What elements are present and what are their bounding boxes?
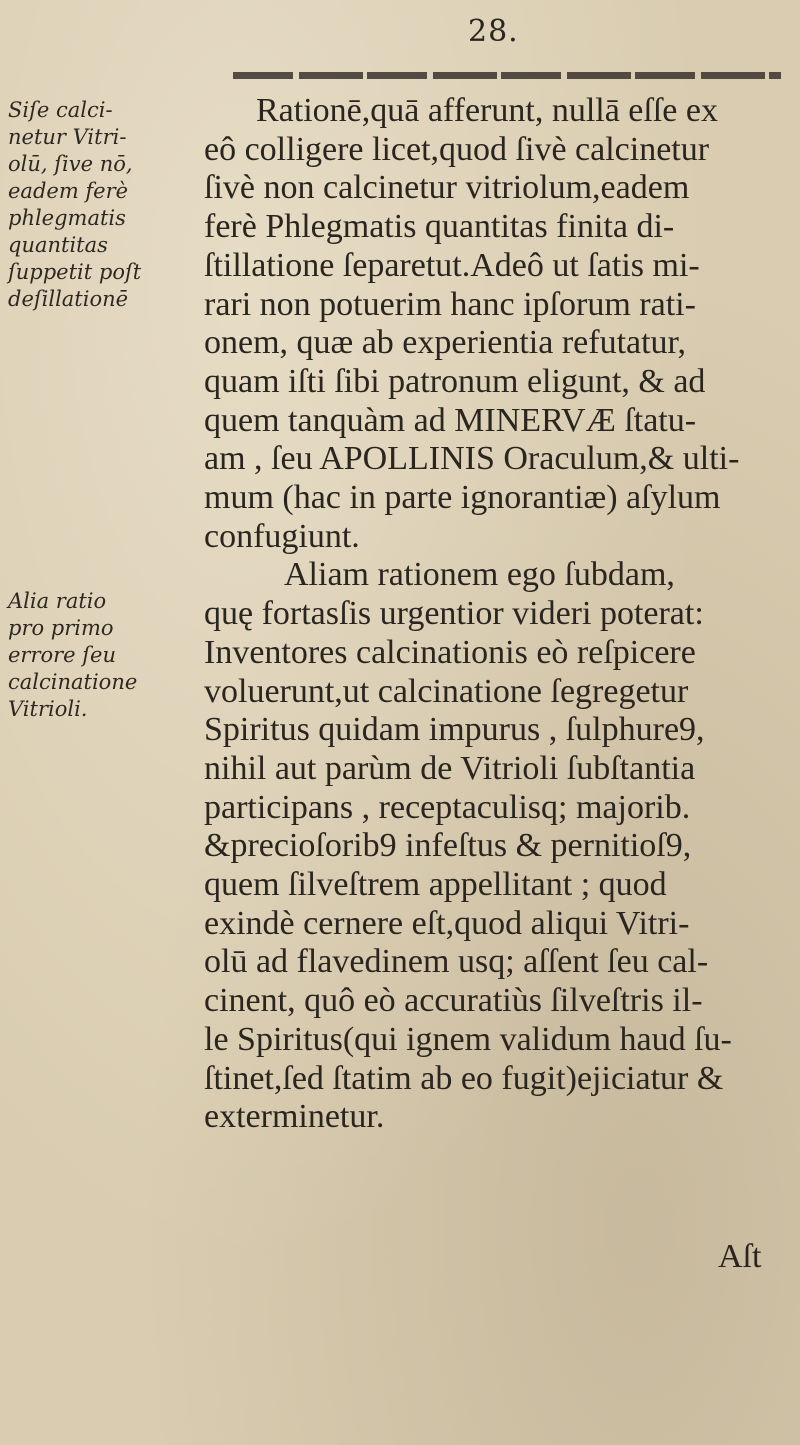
text-line: quem tanquàm ad MINERVÆ ſtatu- [204, 401, 697, 439]
text-line: rari non potuerim hanc ipſorum rati- [204, 285, 696, 323]
text-line: participans , receptaculisq; majorib. [204, 788, 691, 826]
header-rule [233, 72, 781, 79]
text-line: voluerunt,ut calcinatione ſegregetur [204, 672, 689, 710]
text-line: Rationē,quā afferunt, nullā eſſe ex [256, 92, 718, 129]
text-line: am , ſeu APOLLINIS Oraculum,& ulti- [204, 440, 740, 478]
marginal-line: netur Vitri- [8, 125, 127, 149]
marginal-note-calcination [8, 97, 141, 313]
marginal-line: quantitas [8, 233, 108, 257]
text-line: ſtinet,ſed ſtatim ab eo fugit)ejiciatur & [204, 1059, 724, 1097]
text-line: Spiritus quidam impurus , ſulphure9, [204, 711, 705, 749]
text-line: cinent, quô eò accuratiùs ſilveſtris il- [204, 982, 703, 1020]
text-line: eô colligere licet,quod ſivè calcinetur [204, 130, 710, 168]
text-line: olū ad flavedinem usq; aſſent ſeu cal- [204, 943, 709, 981]
marginal-line: eadem ferè [8, 179, 129, 203]
marginal-line: phlegmatis [8, 206, 126, 230]
marginal-note-alia-ratio [8, 588, 137, 723]
catchword: Aſt [718, 1238, 762, 1275]
marginal-line: deſillationē [8, 287, 129, 311]
text-line: quam iſti ſibi patronum eligunt, & ad [204, 362, 706, 400]
page-number: 28. [468, 14, 519, 49]
text-line: Aliam rationem ego ſubdam, [284, 556, 675, 594]
text-line: ſtillatione ſeparetut.Adeô ut ſatis mi- [204, 246, 700, 284]
text-line: ſivè non calcinetur vitriolum,eadem [204, 169, 690, 207]
text-line: &precioſorib9 infeſtus & pernitioſ9, [204, 827, 692, 865]
text-line: ferè Phlegmatis quantitas finita di- [204, 208, 675, 246]
text-line: exindè cernere eſt,quod aliqui Vitri- [204, 904, 690, 942]
text-line: quę fortasſis urgentior videri poterat: [204, 595, 704, 633]
marginal-line: pro primo [8, 616, 114, 640]
marginal-line: ſuppetit poſt [8, 260, 142, 284]
marginal-line: Siſe calci- [8, 98, 113, 122]
text-line: exterminetur. [204, 1098, 385, 1136]
text-line: nihil aut parùm de Vitrioli ſubſtantia [204, 749, 696, 787]
text-line: onem, quæ ab experientia refutatur, [204, 324, 687, 362]
text-line: confugiunt. [204, 517, 360, 555]
main-text-block [204, 92, 800, 1137]
marginal-line: Vitrioli. [8, 697, 88, 721]
text-line: Inventores calcinationis eò reſpicere [204, 633, 696, 671]
marginal-line: olū, ſive nō, [8, 152, 133, 176]
text-line: quem ſilveſtrem appellitant ; quod [204, 866, 667, 904]
marginal-line: Alia ratio [8, 589, 107, 613]
marginal-line: calcinatione [8, 670, 138, 694]
marginal-line: errore ſeu [8, 643, 117, 667]
text-line: mum (hac in parte ignorantiæ) aſylum [204, 479, 721, 517]
text-line: le Spiritus(qui ignem validum haud ſu- [204, 1020, 732, 1058]
